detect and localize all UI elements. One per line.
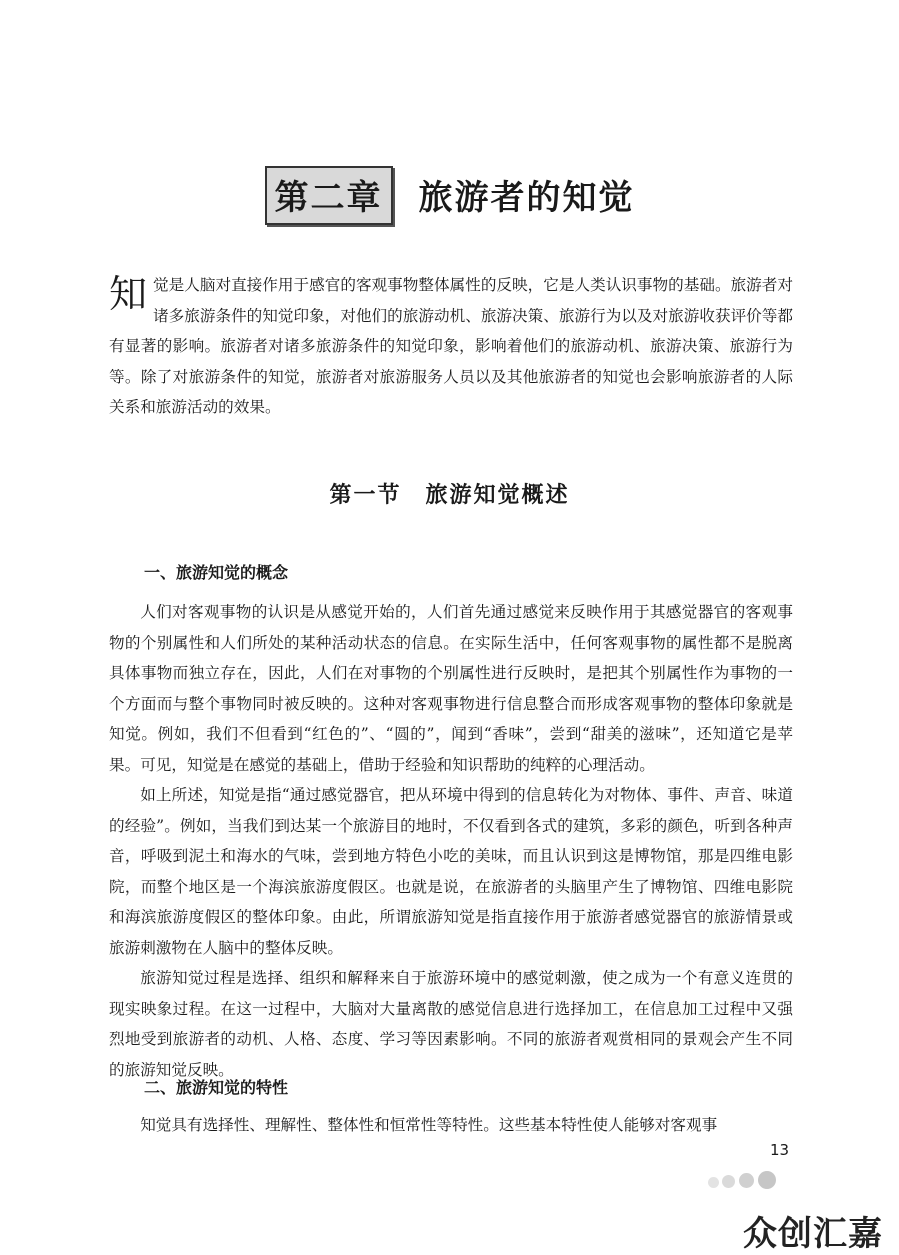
chapter-heading bbox=[0, 166, 899, 225]
dropcap: 知 bbox=[109, 272, 148, 316]
chapter-number-box: 第二章 bbox=[265, 166, 393, 225]
page-number: 13 bbox=[770, 1141, 790, 1159]
intro-text: 觉是人脑对直接作用于感官的客观事物整体属性的反映，它是人类认识事物的基础。旅游者对诸多旅游条件的知觉印象，对他们的旅游动机、旅游决策、旅游行为以及对旅游收获评价等都有显著的影响。旅游者对诸多旅游条件的知觉印象，影响着他们的旅游动机、旅游决策、旅游行为等。除了对旅游条件的知觉，旅游者对旅游服务人员以及其他旅游者的知觉也会影响旅游者的人际关系和旅游活动的效果。 bbox=[109, 276, 793, 416]
dot bbox=[758, 1171, 776, 1189]
dot bbox=[708, 1177, 719, 1188]
subsection-body-traits bbox=[109, 1110, 793, 1141]
subsection-body-concept bbox=[109, 597, 793, 1085]
dot bbox=[722, 1175, 735, 1188]
paragraph: 旅游知觉过程是选择、组织和解释来自于旅游环境中的感觉刺激，使之成为一个有意义连贯的现实映象过程。在这一过程中，大脑对大量离散的感觉信息进行选择加工，在信息加工过程中又强烈地受到旅游者的动机、人格、态度、学习等因素影响。不同的旅游者观赏相同的景观会产生不同的旅游知觉反映。 bbox=[109, 969, 793, 1079]
paragraph: 知觉具有选择性、理解性、整体性和恒常性等特性。这些基本特性使人能够对客观事 bbox=[140, 1116, 718, 1134]
watermark-logo: 众创汇嘉 bbox=[743, 1214, 883, 1254]
chapter-intro bbox=[109, 270, 793, 423]
dot bbox=[739, 1173, 754, 1188]
paragraph: 如上所述，知觉是指“通过感觉器官，把从环境中得到的信息转化为对物体、事件、声音、味道的经验”。例如，当我们到达某一个旅游目的地时，不仅看到各式的建筑，多彩的颜色，听到各种声音，呼吸到泥土和海水的气味，尝到地方特色小吃的美味，而且认识到这是博物馆，那是四维电影院，而整个地区是一个海滨旅游度假区。也就是说，在旅游者的头脑里产生了博物馆、四维电影院和海滨旅游度假区的整体印象。由此，所谓旅游知觉是指直接作用于旅游者感觉器官的旅游情景或旅游刺激物在人脑中的整体反映。 bbox=[109, 786, 793, 957]
chapter-title: 旅游者的知觉 bbox=[418, 178, 635, 218]
subsection-heading-traits: 二、旅游知觉的特性 bbox=[144, 1078, 289, 1097]
paragraph: 人们对客观事物的认识是从感觉开始的，人们首先通过感觉来反映作用于其感觉器官的客观事物的个别属性和人们所处的某种活动状态的信息。在实际生活中，任何客观事物的属性都不是脱离具体事物而独立存在，因此，人们在对事物的个别属性进行反映时，是把其个别属性作为事物的一个方面而与整个事物同时被反映的。这种对客观事物进行信息整合而形成客观事物的整体印象就是知觉。例如，我们不但看到“红色的”、“圆的”，闻到“香味”，尝到“甜美的滋味”，还知道它是苹果。可见，知觉是在感觉的基础上，借助于经验和知识帮助的纯粹的心理活动。 bbox=[109, 603, 793, 774]
section-title: 第一节 旅游知觉概述 bbox=[329, 482, 570, 508]
subsection-heading-concept: 一、旅游知觉的概念 bbox=[144, 563, 289, 582]
